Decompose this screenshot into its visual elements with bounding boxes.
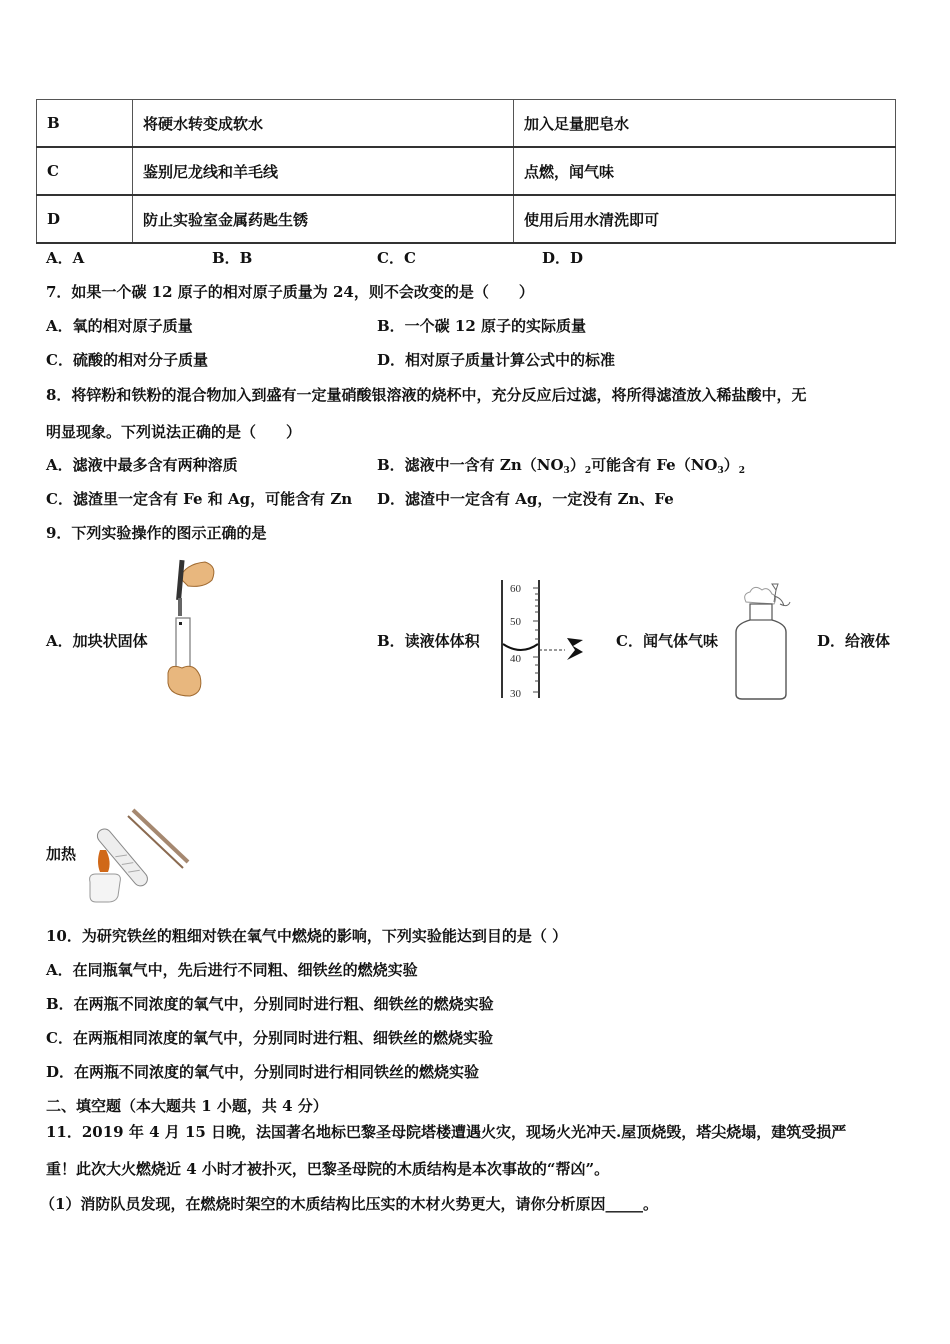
table-row [37, 100, 896, 148]
q8-stem-line1: 8．将锌粉和铁粉的混合物加入到盛有一定量硝酸银溶液的烧杯中，充分反应后过滤，将所得滤渣放入稀盐酸中，无 [46, 386, 807, 404]
q7-option-a: A．氧的相对原子质量 [46, 317, 193, 335]
row-goal: 鉴别尼龙线和羊毛线 [133, 147, 514, 195]
q8-b-text: B．滤液中一含有 Zn（NO [377, 456, 564, 474]
tick-label: 50 [510, 616, 521, 628]
subscript: 3 [717, 466, 724, 476]
choice-c: C．C [377, 249, 416, 267]
q7-option-d: D．相对原子质量计算公式中的标准 [377, 351, 616, 369]
row-label: D [37, 195, 133, 243]
q10-option-a: A．在同瓶氧气中，先后进行不同粗、细铁丝的燃烧实验 [46, 961, 418, 979]
q7-stem: 7．如果一个碳 12 原子的相对原子质量为 24，则不会改变的是（ ） [46, 283, 534, 301]
q7-option-b: B．一个碳 12 原子的实际质量 [377, 317, 586, 335]
q8-option-d: D．滤渣中一定含有 Ag，一定没有 Zn、Fe [377, 490, 674, 508]
row-method: 使用后用水清洗即可 [514, 195, 896, 243]
subscript: 3 [563, 466, 570, 476]
row-goal: 将硬水转变成软水 [133, 100, 514, 148]
tick-label: 60 [510, 583, 521, 595]
table-row [37, 195, 896, 243]
q11-line1: 11．2019 年 4 月 15 日晚，法国著名地标巴黎圣母院塔楼遭遇火灾，现场火光冲天.屋顶烧毁，塔尖烧塌，建筑受损严 [46, 1123, 847, 1141]
heating-liquid-figure [78, 792, 193, 904]
gas-bottle-figure [728, 582, 808, 702]
table-row [37, 147, 896, 195]
q8-stem-line2: 明显现象。下列说法正确的是（ ） [46, 423, 302, 441]
subscript: 2 [584, 466, 592, 476]
graduated-cylinder-figure [495, 578, 595, 703]
q11-line2: 重！此次大火燃烧近 4 小时才被扑灭，巴黎圣母院的木质结构是本次事故的“帮凶”。 [46, 1160, 610, 1178]
subscript: 2 [738, 466, 746, 476]
q9-option-b: B．读液体体积 [377, 632, 480, 650]
q9-option-d-continued: 加热 [46, 845, 77, 863]
q8-b-text: ） [723, 456, 739, 474]
q8-option-a: A．滤液中最多含有两种溶质 [46, 456, 238, 474]
q11-subquestion-1: （1）消防队员发现，在燃烧时架空的木质结构比压实的木材火势更大，请你分析原因_____。 [40, 1195, 658, 1213]
tick-label: 40 [510, 653, 521, 665]
q7-option-c: C．硫酸的相对分子质量 [46, 351, 208, 369]
q9-stem: 9．下列实验操作的图示正确的是 [46, 524, 267, 542]
row-label: B [37, 100, 133, 148]
q8-option-b [377, 454, 745, 476]
q10-stem: 10．为研究铁丝的粗细对铁在氧气中燃烧的影响，下列实验能达到目的是（ ） [46, 927, 568, 945]
row-method: 点燃，闻气味 [514, 147, 896, 195]
q8-b-text: 可能含有 Fe（NO [591, 456, 718, 474]
tick-label: 30 [510, 688, 521, 700]
row-label: C [37, 147, 133, 195]
choice-d: D．D [542, 249, 584, 267]
choice-b: B．B [212, 249, 253, 267]
row-goal: 防止实验室金属药匙生锈 [133, 195, 514, 243]
q8-option-c: C．滤渣里一定含有 Fe 和 Ag，可能含有 Zn [46, 490, 353, 508]
q9-option-d: D．给液体 [817, 632, 891, 650]
q8-b-text: ） [569, 456, 585, 474]
choice-a: A．A [46, 249, 85, 267]
section-title: 二、填空题（本大题共 1 小题，共 4 分） [46, 1097, 328, 1115]
options-table [36, 99, 896, 244]
q9-option-a: A．加块状固体 [46, 632, 148, 650]
q10-option-c: C．在两瓶相同浓度的氧气中，分别同时进行粗、细铁丝的燃烧实验 [46, 1029, 493, 1047]
q10-option-d: D．在两瓶不同浓度的氧气中，分别同时进行相同铁丝的燃烧实验 [46, 1063, 480, 1081]
row-method: 加入足量肥皂水 [514, 100, 896, 148]
q10-option-b: B．在两瓶不同浓度的氧气中，分别同时进行粗、细铁丝的燃烧实验 [46, 995, 494, 1013]
q9-option-c: C．闻气体气味 [616, 632, 718, 650]
test-tube-solid-figure [160, 558, 220, 698]
